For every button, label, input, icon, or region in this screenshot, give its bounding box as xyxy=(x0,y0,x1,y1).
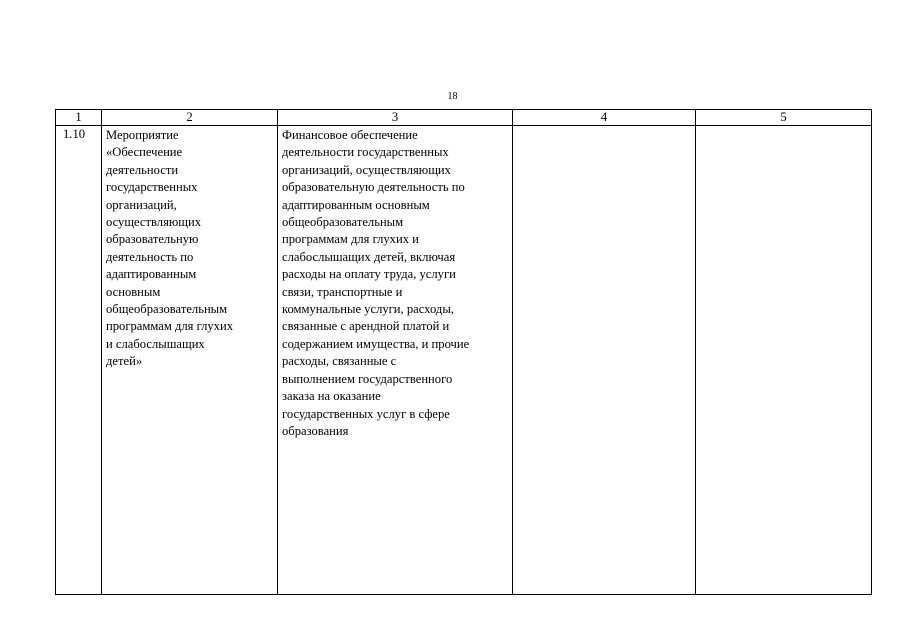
header-cell-3: 3 xyxy=(278,110,513,126)
description-text-line: расходы, связанные с xyxy=(282,354,397,369)
event-text-line: организаций, xyxy=(106,197,177,212)
column-5-cell xyxy=(696,126,872,595)
description-text-line: адаптированным основным xyxy=(282,197,430,212)
description-text-line: деятельности государственных xyxy=(282,145,449,160)
description-text-line: общеобразовательным xyxy=(282,215,404,230)
event-text-line: адаптированным xyxy=(106,267,197,282)
table-row xyxy=(56,126,872,595)
column-4-cell xyxy=(513,126,696,595)
header-cell-4: 4 xyxy=(513,110,696,126)
event-text-line: детей» xyxy=(106,354,143,369)
event-text-line: «Обеспечение xyxy=(106,145,183,160)
event-cell xyxy=(102,126,278,595)
description-text-line: слабослышащих детей, включая xyxy=(282,249,456,264)
description-text-line: связи, транспортные и xyxy=(282,284,403,299)
description-text-line: связанные с арендной платой и xyxy=(282,319,450,334)
document-table xyxy=(55,109,872,595)
event-text-line: государственных xyxy=(106,180,198,195)
description-text xyxy=(282,127,508,440)
event-text xyxy=(106,127,273,371)
description-text-line: образования xyxy=(282,423,349,438)
event-text-line: программам для глухих xyxy=(106,319,234,334)
description-text-line: содержанием имущества, и прочие xyxy=(282,336,470,351)
description-text-line: программам для глухих и xyxy=(282,232,419,247)
event-text-line: Мероприятие xyxy=(106,128,179,142)
description-text-line: организаций, осуществляющих xyxy=(282,162,451,177)
description-text-line: образовательную деятельность по xyxy=(282,180,465,195)
description-text-line: государственных услуг в сфере xyxy=(282,406,450,421)
description-cell xyxy=(278,126,513,595)
description-text-line: выполнением государственного xyxy=(282,371,453,386)
event-text-line: осуществляющих xyxy=(106,215,202,230)
header-cell-2: 2 xyxy=(102,110,278,126)
table-header-row xyxy=(56,110,872,126)
header-cell-1: 1 xyxy=(56,110,102,126)
page-number: 18 xyxy=(447,91,458,102)
description-text-line: коммунальные услуги, расходы, xyxy=(282,302,454,317)
event-text-line: образовательную xyxy=(106,232,199,247)
event-text-line: деятельности xyxy=(106,162,179,177)
event-text-line: деятельность по xyxy=(106,249,194,264)
event-text-line: общеобразовательным xyxy=(106,302,228,317)
description-text-line: расходы на оплату труда, услуги xyxy=(282,267,456,282)
row-number-cell: 1.10 xyxy=(56,126,102,595)
event-text-line: и слабослышащих xyxy=(106,336,205,351)
description-text-line: заказа на оказание xyxy=(282,389,381,404)
header-cell-5: 5 xyxy=(696,110,872,126)
event-text-line: основным xyxy=(106,284,161,299)
description-text-line: Финансовое обеспечение xyxy=(282,128,418,142)
